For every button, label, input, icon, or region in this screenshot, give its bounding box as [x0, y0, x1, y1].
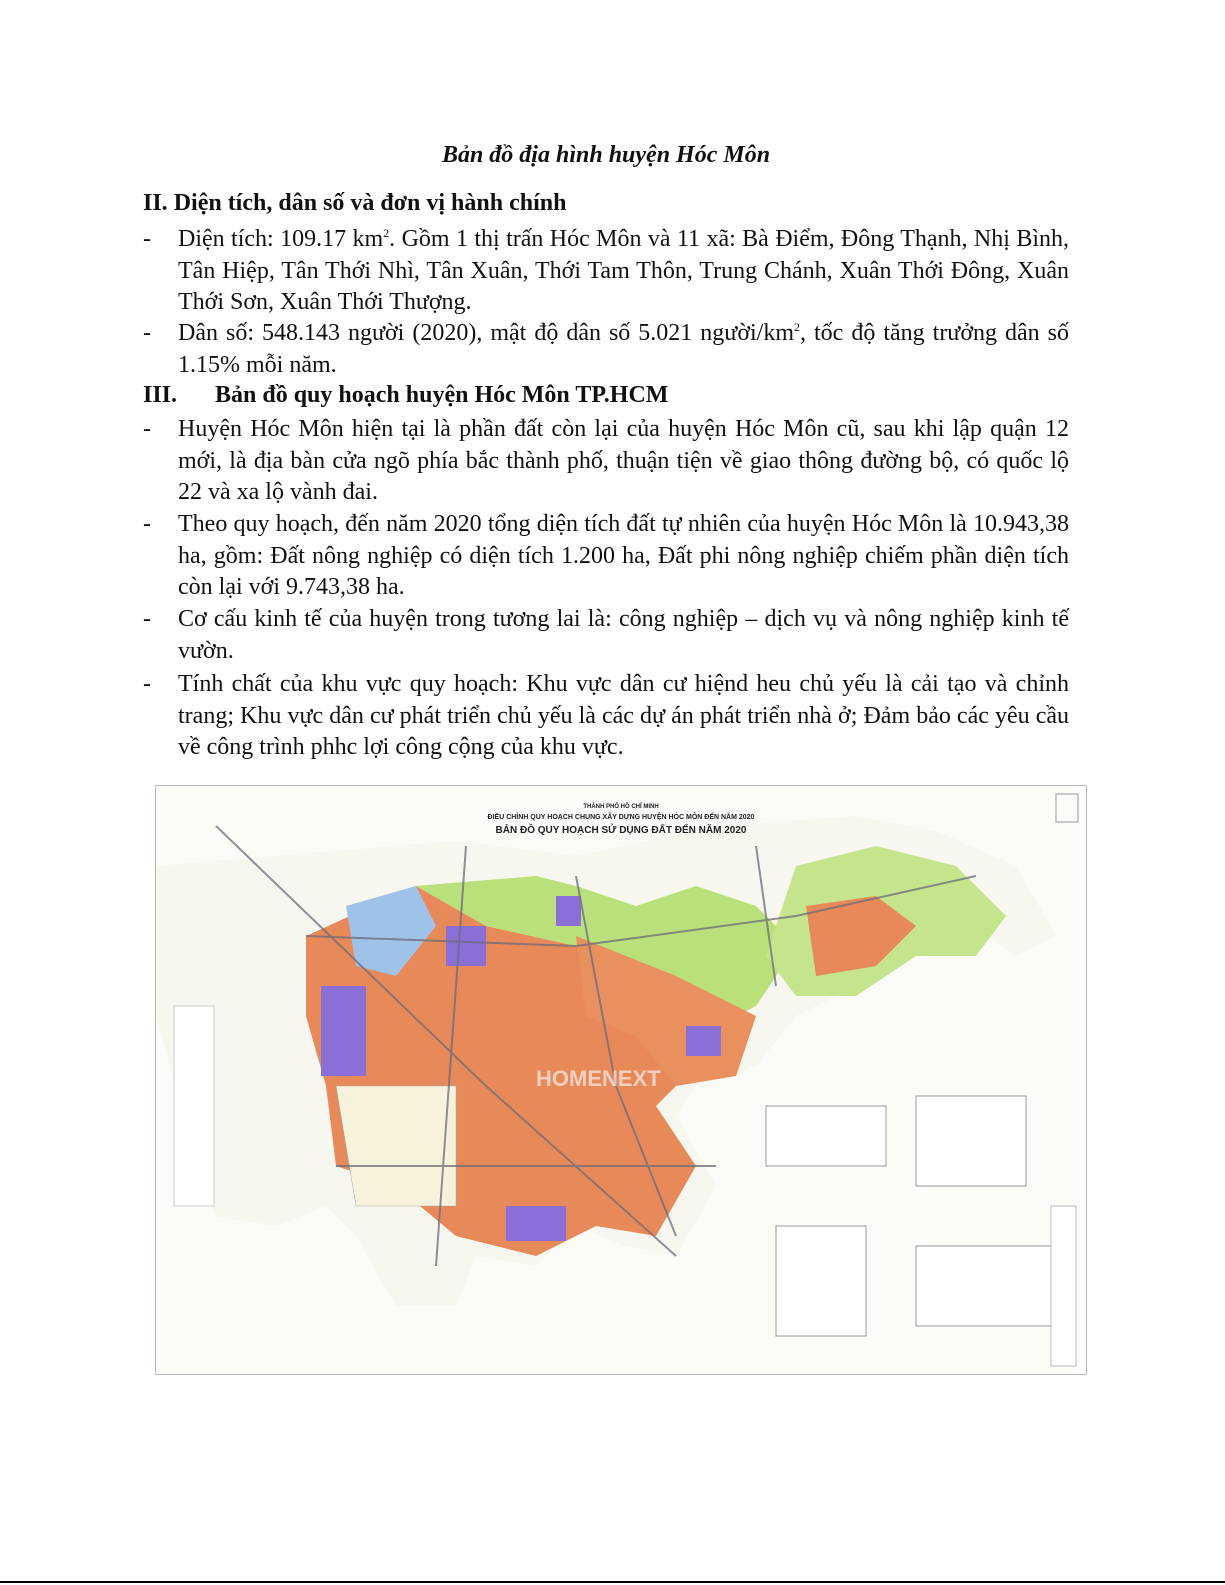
section-3-heading	[143, 382, 668, 409]
section-3-number: III.	[143, 382, 178, 408]
land-use-map-image	[155, 785, 1087, 1375]
list-item	[143, 604, 1069, 667]
item-text: Tính chất của khu vực quy hoạch: Khu vực dân cư hiệnd heu chủ yếu là cải tạo và chỉnh trang; Khu vực dân cư phát triển chủ yếu là các dự án phát triển nhà ở; Đảm bảo các yêu cầu về công trình phhc lợi công cộng của khu vực.	[178, 671, 1069, 760]
list-item	[143, 509, 1069, 604]
list-item	[143, 414, 1069, 509]
item-text: Dân số: 548.143 người (2020), mật độ dân số 5.021 người/km	[178, 320, 795, 346]
section-2-heading	[143, 190, 566, 217]
bullet-dash: -	[143, 416, 151, 442]
item-text: Cơ cấu kinh tế của huyện trong tương lai là: công nghiệp – dịch vụ và nông nghiệp kinh tế vườn.	[178, 606, 1069, 664]
superscript: 2	[794, 320, 801, 334]
bullet-dash: -	[143, 671, 151, 697]
item-text: Huyện Hóc Môn hiện tại là phần đất còn lại của huyện Hóc Môn cũ, sau khi lập quận 12 mới, là địa bàn cửa ngõ phía bắc thành phố, thuận tiện về giao thông đường bộ, có quốc lộ 22 và xa lộ vành đai.	[178, 416, 1069, 505]
list-item	[143, 318, 1069, 381]
section-2-number: II.	[143, 190, 168, 216]
map-caption: Bản đồ địa hình huyện Hóc Môn	[441, 142, 771, 168]
page-bottom-rule	[0, 1581, 1225, 1583]
item-text: Theo quy hoạch, đến năm 2020 tổng diện tích đất tự nhiên của huyện Hóc Môn là 10.943,38 ha, gồm: Đất nông nghiệp có diện tích 1.200 ha, Đất phi nông nghiệp chiếm phần diện tích còn lại với 9.743,38 ha.	[178, 511, 1069, 600]
item-text: , tốc độ tăng trưởng dân số 1.15% mỗi năm.	[178, 320, 1069, 378]
watermark: HOMENEXT	[536, 1066, 661, 1091]
list-item	[143, 669, 1069, 764]
industrial-zone	[321, 986, 366, 1076]
superscript: 2	[383, 226, 390, 240]
map-title-line-2: ĐIỀU CHỈNH QUY HOẠCH CHUNG XÂY DỰNG HUYỆN HÓC MÔN ĐẾN NĂM 2020	[487, 814, 755, 821]
map-legend	[174, 1006, 214, 1206]
bullet-dash: -	[143, 320, 151, 346]
item-text: Diện tích: 109.17 km	[178, 226, 384, 252]
bullet-dash: -	[143, 606, 151, 632]
section-3-title: Bản đồ quy hoạch huyện Hóc Môn TP.HCM	[215, 382, 669, 408]
list-item	[143, 224, 1069, 319]
bullet-dash: -	[143, 226, 151, 252]
item-text: . Gồm 1 thị trấn Hóc Môn và 11 xã: Bà Điểm, Đông Thạnh, Nhị Bình, Tân Hiệp, Tân Thới Nhì, Tân Xuân, Thới Tam Thôn, Trung Chánh, Xuân Thới Đông, Xuân Thới Sơn, Xuân Thới Thượng.	[178, 226, 1070, 315]
map-title-line-3: BẢN ĐỒ QUY HOẠCH SỬ DỤNG ĐẤT ĐẾN NĂM 2020	[495, 825, 747, 836]
bullet-dash: -	[143, 511, 151, 537]
map-drawing	[156, 786, 1086, 1374]
map-title-line-1: THÀNH PHỐ HỒ CHÍ MINH	[583, 804, 659, 810]
section-2-title: Diện tích, dân số và đơn vị hành chính	[173, 190, 567, 216]
